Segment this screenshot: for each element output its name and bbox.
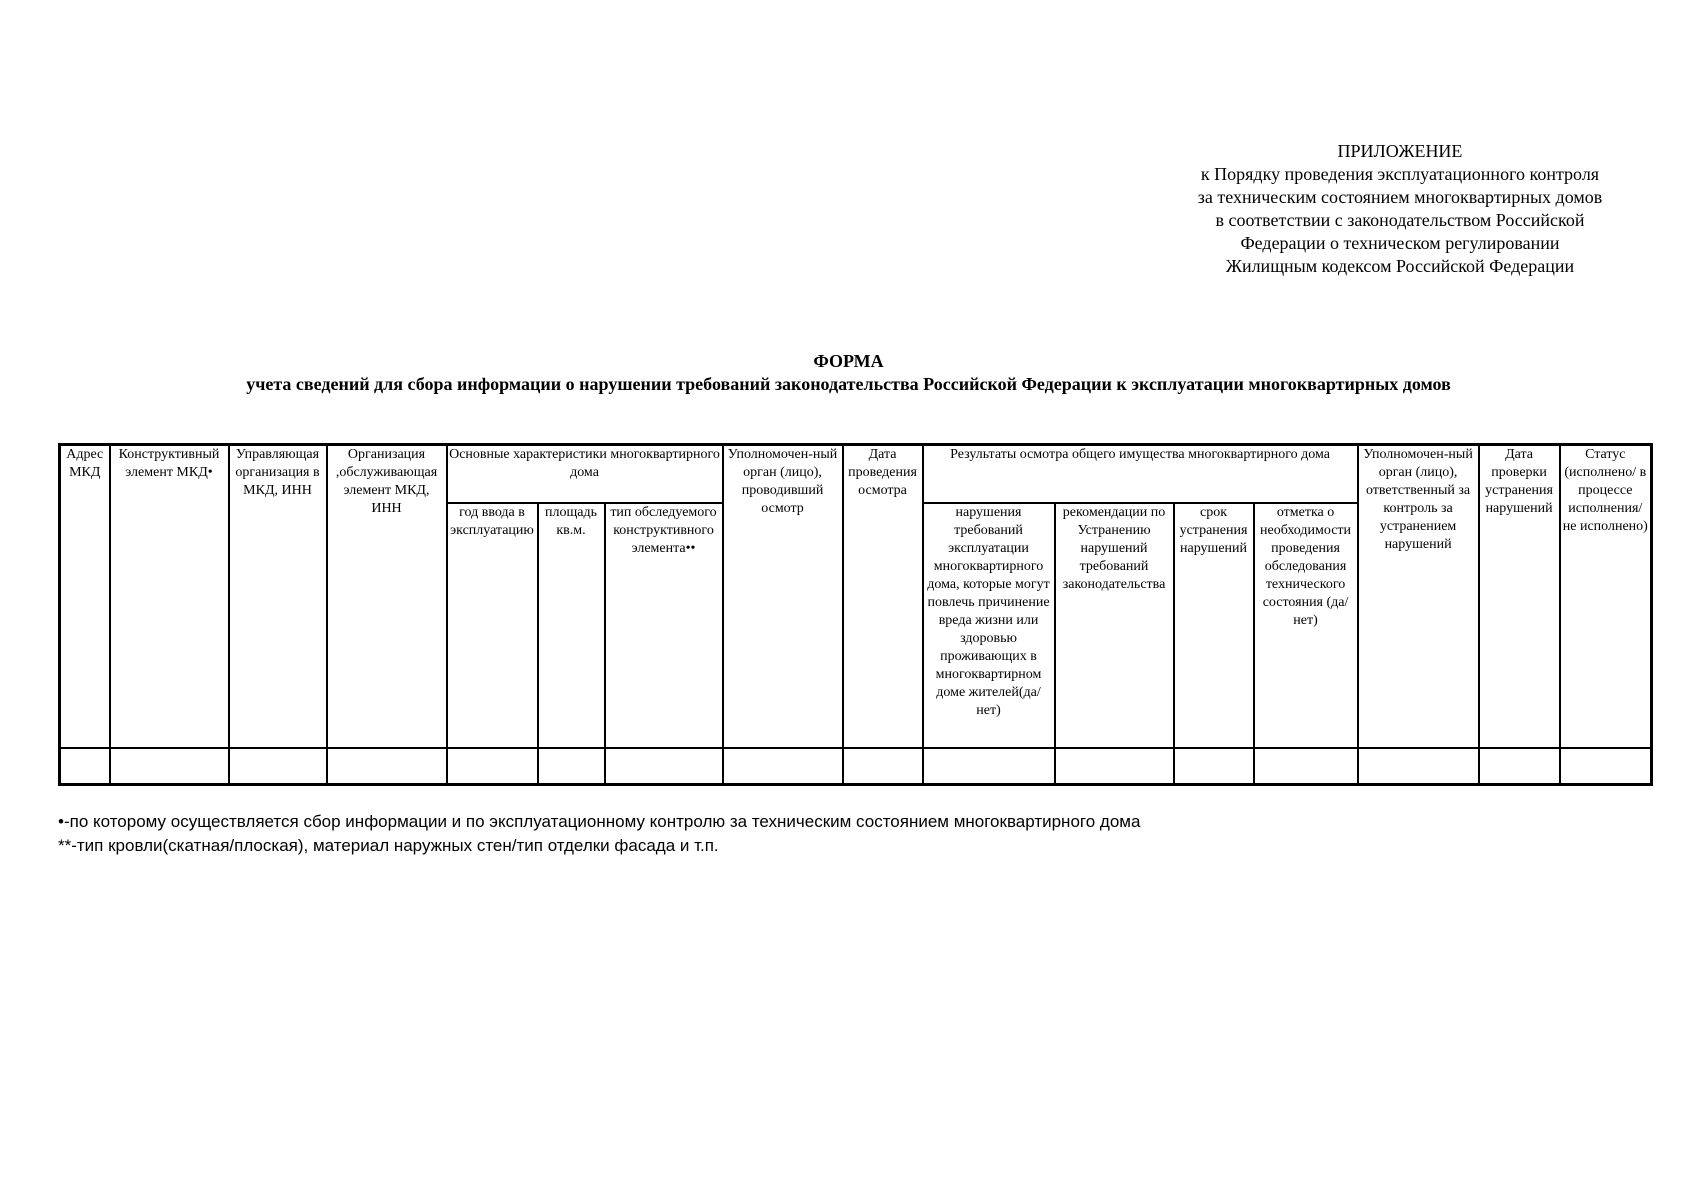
header-address: Адрес МКД bbox=[60, 445, 110, 748]
form-table bbox=[58, 443, 1653, 786]
header-recommendations: рекомендации по Устранению нарушений требований законодательства bbox=[1055, 503, 1174, 748]
footnotes bbox=[58, 810, 1140, 858]
header-management-company: Управляющая организация в МКД, ИНН bbox=[229, 445, 327, 748]
header-check-date: Дата проверки устранения нарушений bbox=[1479, 445, 1560, 748]
table-cell[interactable] bbox=[605, 748, 723, 785]
appendix-heading: ПРИЛОЖЕНИЕ bbox=[1337, 141, 1463, 161]
header-main-characteristics: Основные характеристики многоквартирного дома bbox=[447, 445, 723, 503]
appendix-line: в соответствии с законодательством Российской bbox=[1215, 210, 1585, 230]
header-structural-element: Конструктивный элемент МКД• bbox=[110, 445, 229, 748]
table-cell[interactable] bbox=[447, 748, 538, 785]
header-inspection-date: Дата проведения осмотра bbox=[843, 445, 923, 748]
table-cell[interactable] bbox=[1479, 748, 1560, 785]
appendix-line: Жилищным кодексом Российской Федерации bbox=[1225, 256, 1575, 276]
table-cell[interactable] bbox=[1560, 748, 1652, 785]
table-cell[interactable] bbox=[723, 748, 843, 785]
table-cell[interactable] bbox=[923, 748, 1055, 785]
table-cell[interactable] bbox=[110, 748, 229, 785]
form-title-block bbox=[0, 350, 1697, 396]
table-cell[interactable] bbox=[1254, 748, 1358, 785]
header-service-organization: Организация ,обслуживающая элемент МКД, ИНН bbox=[327, 445, 447, 748]
form-title: ФОРМА bbox=[813, 351, 884, 371]
header-inspection-results: Результаты осмотра общего имущества многоквартирного дома bbox=[923, 445, 1358, 503]
table-cell[interactable] bbox=[1174, 748, 1254, 785]
table-cell[interactable] bbox=[60, 748, 110, 785]
header-deadline: срок устранения нарушений bbox=[1174, 503, 1254, 748]
header-inspecting-authority: Уполномочен-ный орган (лицо), проводивший осмотр bbox=[723, 445, 843, 748]
header-survey-need: отметка о необходимости проведения обследования технического состояния (да/нет) bbox=[1254, 503, 1358, 748]
header-commissioning-year: год ввода в эксплуатацию bbox=[447, 503, 538, 748]
header-control-authority: Уполномочен-ный орган (лицо), ответственный за контроль за устранением нарушений bbox=[1358, 445, 1479, 748]
table-cell[interactable] bbox=[843, 748, 923, 785]
table-cell[interactable] bbox=[1358, 748, 1479, 785]
header-area: площадь кв.м. bbox=[538, 503, 605, 748]
table-cell[interactable] bbox=[327, 748, 447, 785]
table-cell[interactable] bbox=[229, 748, 327, 785]
header-status: Статус (исполнено/ в процессе исполнения/ не исполнено) bbox=[1560, 445, 1652, 748]
appendix-line: Федерации о техническом регулировании bbox=[1240, 233, 1560, 253]
table-cell[interactable] bbox=[538, 748, 605, 785]
appendix-line: за техническим состоянием многоквартирных домов bbox=[1197, 187, 1603, 207]
footnote-2: **-тип кровли(скатная/плоская), материал наружных стен/тип отделки фасада и т.п. bbox=[58, 836, 719, 855]
table-cell[interactable] bbox=[1055, 748, 1174, 785]
footnote-1: •-по которому осуществляется сбор информации и по эксплуатационному контролю за техническим состоянием многоквартирного дома bbox=[58, 812, 1141, 831]
appendix-line: к Порядку проведения эксплуатационного контроля bbox=[1200, 164, 1600, 184]
header-element-type: тип обследуемого конструктивного элемента•• bbox=[605, 503, 723, 748]
form-subtitle: учета сведений для сбора информации о нарушении требований законодательства Российской Федерации к эксплуатации многоквартирных домов bbox=[246, 374, 1451, 394]
appendix-block bbox=[1100, 140, 1697, 278]
table-row bbox=[60, 748, 1652, 785]
header-violations: нарушения требований эксплуатации многоквартирного дома, которые могут повлечь причинение вреда жизни или здоровью проживающих в многоквартирном доме жителей(да/нет) bbox=[923, 503, 1055, 748]
